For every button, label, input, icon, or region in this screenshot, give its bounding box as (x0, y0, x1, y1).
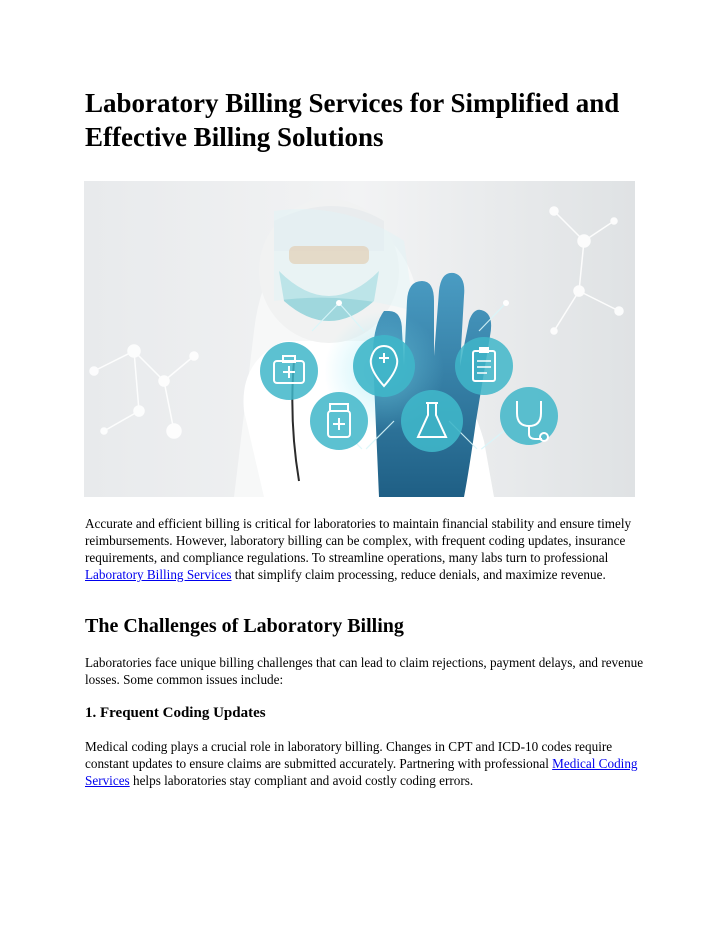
location-pin-plus-icon (353, 335, 415, 397)
section-paragraph: Laboratories face unique billing challenges that can lead to claim rejections, payment delays, and revenue losses. Some common issues include: (85, 655, 644, 687)
medicine-bottle-icon (310, 392, 368, 450)
medical-coding-services-link[interactable]: Medical Coding Services (85, 756, 638, 788)
flask-icon (401, 390, 463, 452)
article-title: Laboratory Billing Services for Simplified and Effective Billing Solutions (85, 88, 620, 152)
clipboard-icon (455, 337, 513, 395)
intro-paragraph (85, 515, 645, 583)
coding-text-after: helps laboratories stay compliant and avoid costly coding errors. (129, 773, 474, 788)
stethoscope-icon (500, 387, 558, 445)
coding-updates-paragraph (85, 738, 645, 789)
first-aid-kit-icon (260, 342, 318, 400)
laboratory-billing-services-link[interactable]: Laboratory Billing Services (85, 567, 232, 582)
section-heading: The Challenges of Laboratory Billing (85, 615, 404, 637)
intro-text-after: that simplify claim processing, reduce denials, and maximize revenue. (231, 567, 606, 582)
subheading-coding-updates: 1. Frequent Coding Updates (85, 705, 266, 721)
intro-text-before: Accurate and efficient billing is critical for laboratories to maintain financial stability and ensure timely reimbursements. However, laboratory billing can be complex, with frequent coding updates, insurance requirements, and compliance regulations. To streamline operations, many labs turn to professional (85, 516, 632, 565)
coding-text-before: Medical coding plays a crucial role in laboratory billing. Changes in CPT and ICD-10 codes require constant updates to ensure claims are submitted accurately. Partnering with professional (85, 739, 613, 771)
hero-image (84, 181, 635, 497)
